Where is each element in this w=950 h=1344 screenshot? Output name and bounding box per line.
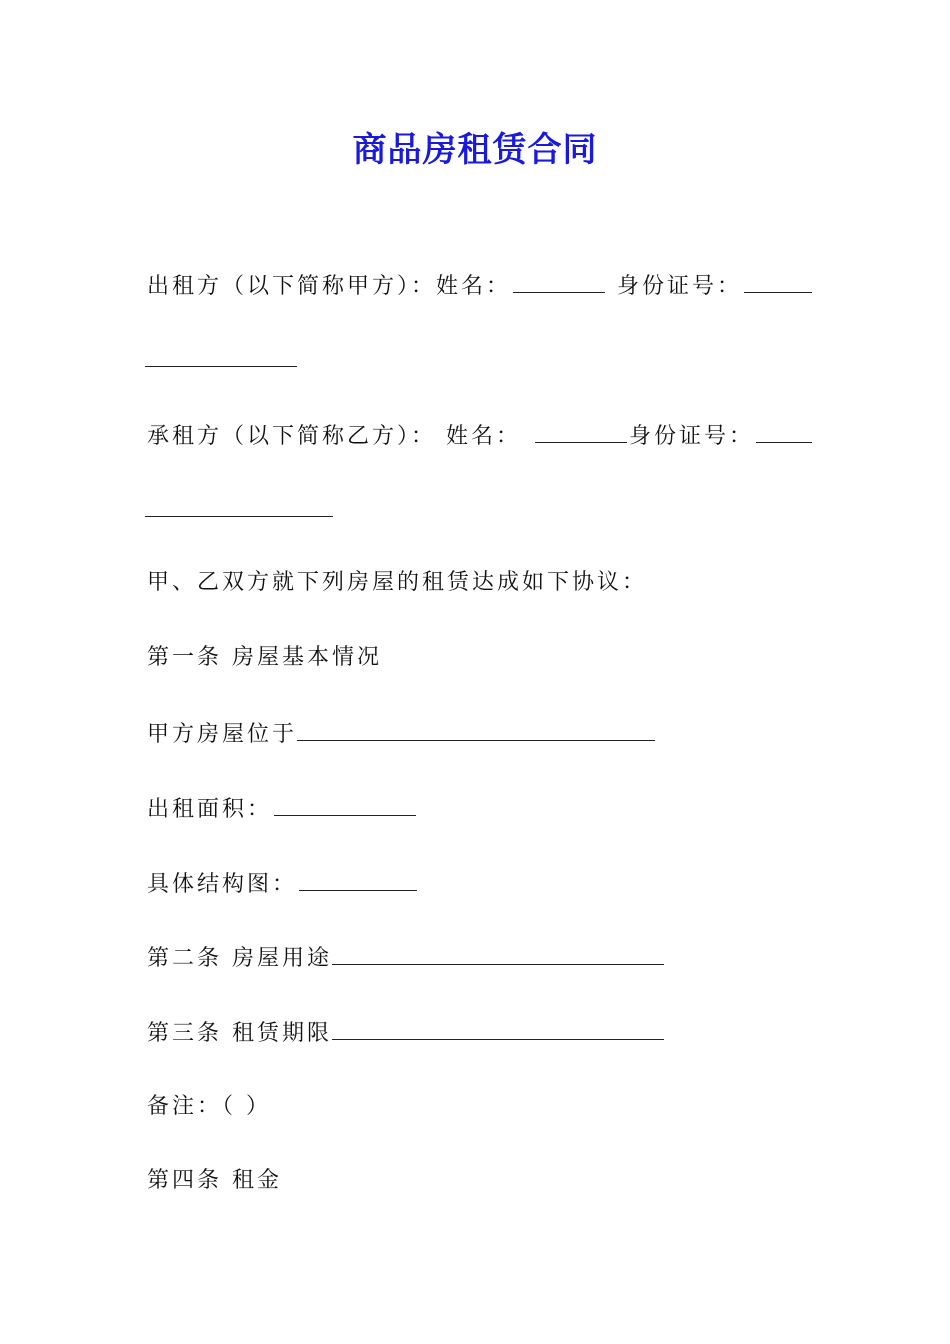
- lessor-label: 出租方（以下简称甲方）：姓名：: [147, 274, 512, 299]
- lessee-name-blank[interactable]: [535, 420, 627, 443]
- structure-line: [147, 868, 419, 900]
- lessor-id-label: 身份证号：: [617, 274, 743, 299]
- location-blank[interactable]: [297, 718, 655, 741]
- article1-heading: 第一条 房屋基本情况: [147, 645, 382, 670]
- purpose-blank[interactable]: [332, 942, 664, 965]
- lessor-line: [147, 270, 814, 302]
- location-label: 甲方房屋位于: [147, 722, 298, 747]
- lessor-id-blank-continued[interactable]: [145, 344, 297, 367]
- lessee-id-continuation: [147, 494, 335, 526]
- structure-blank[interactable]: [299, 868, 417, 891]
- article3-heading: 第三条 租赁期限: [147, 1021, 332, 1046]
- article2-line: [147, 942, 666, 974]
- contract-title: 商品房租赁合同: [352, 130, 598, 170]
- lessee-id-blank[interactable]: [756, 420, 812, 443]
- lessee-id-label: 身份证号：: [629, 424, 755, 449]
- area-line: [147, 793, 418, 825]
- article2-heading: 第二条 房屋用途: [147, 946, 332, 971]
- lessee-label: 承租方（以下简称乙方）： 姓名：: [147, 424, 521, 449]
- lessor-id-continuation: [147, 344, 299, 376]
- term-blank[interactable]: [332, 1017, 664, 1040]
- lessee-id-blank-continued[interactable]: [145, 494, 333, 517]
- lessee-line: [147, 420, 814, 452]
- agreement-intro: 甲、乙双方就下列房屋的租赁达成如下协议：: [147, 570, 648, 595]
- remark-line: 备注：（ ）: [147, 1094, 271, 1119]
- area-label: 出租面积：: [147, 797, 273, 822]
- lessor-name-blank[interactable]: [513, 270, 605, 293]
- article4-heading: 第四条 租金: [147, 1168, 282, 1193]
- article3-line: [147, 1017, 666, 1049]
- lessor-id-blank[interactable]: [744, 270, 812, 293]
- structure-label: 具体结构图：: [147, 872, 298, 897]
- area-blank[interactable]: [274, 793, 416, 816]
- location-line: [147, 718, 657, 750]
